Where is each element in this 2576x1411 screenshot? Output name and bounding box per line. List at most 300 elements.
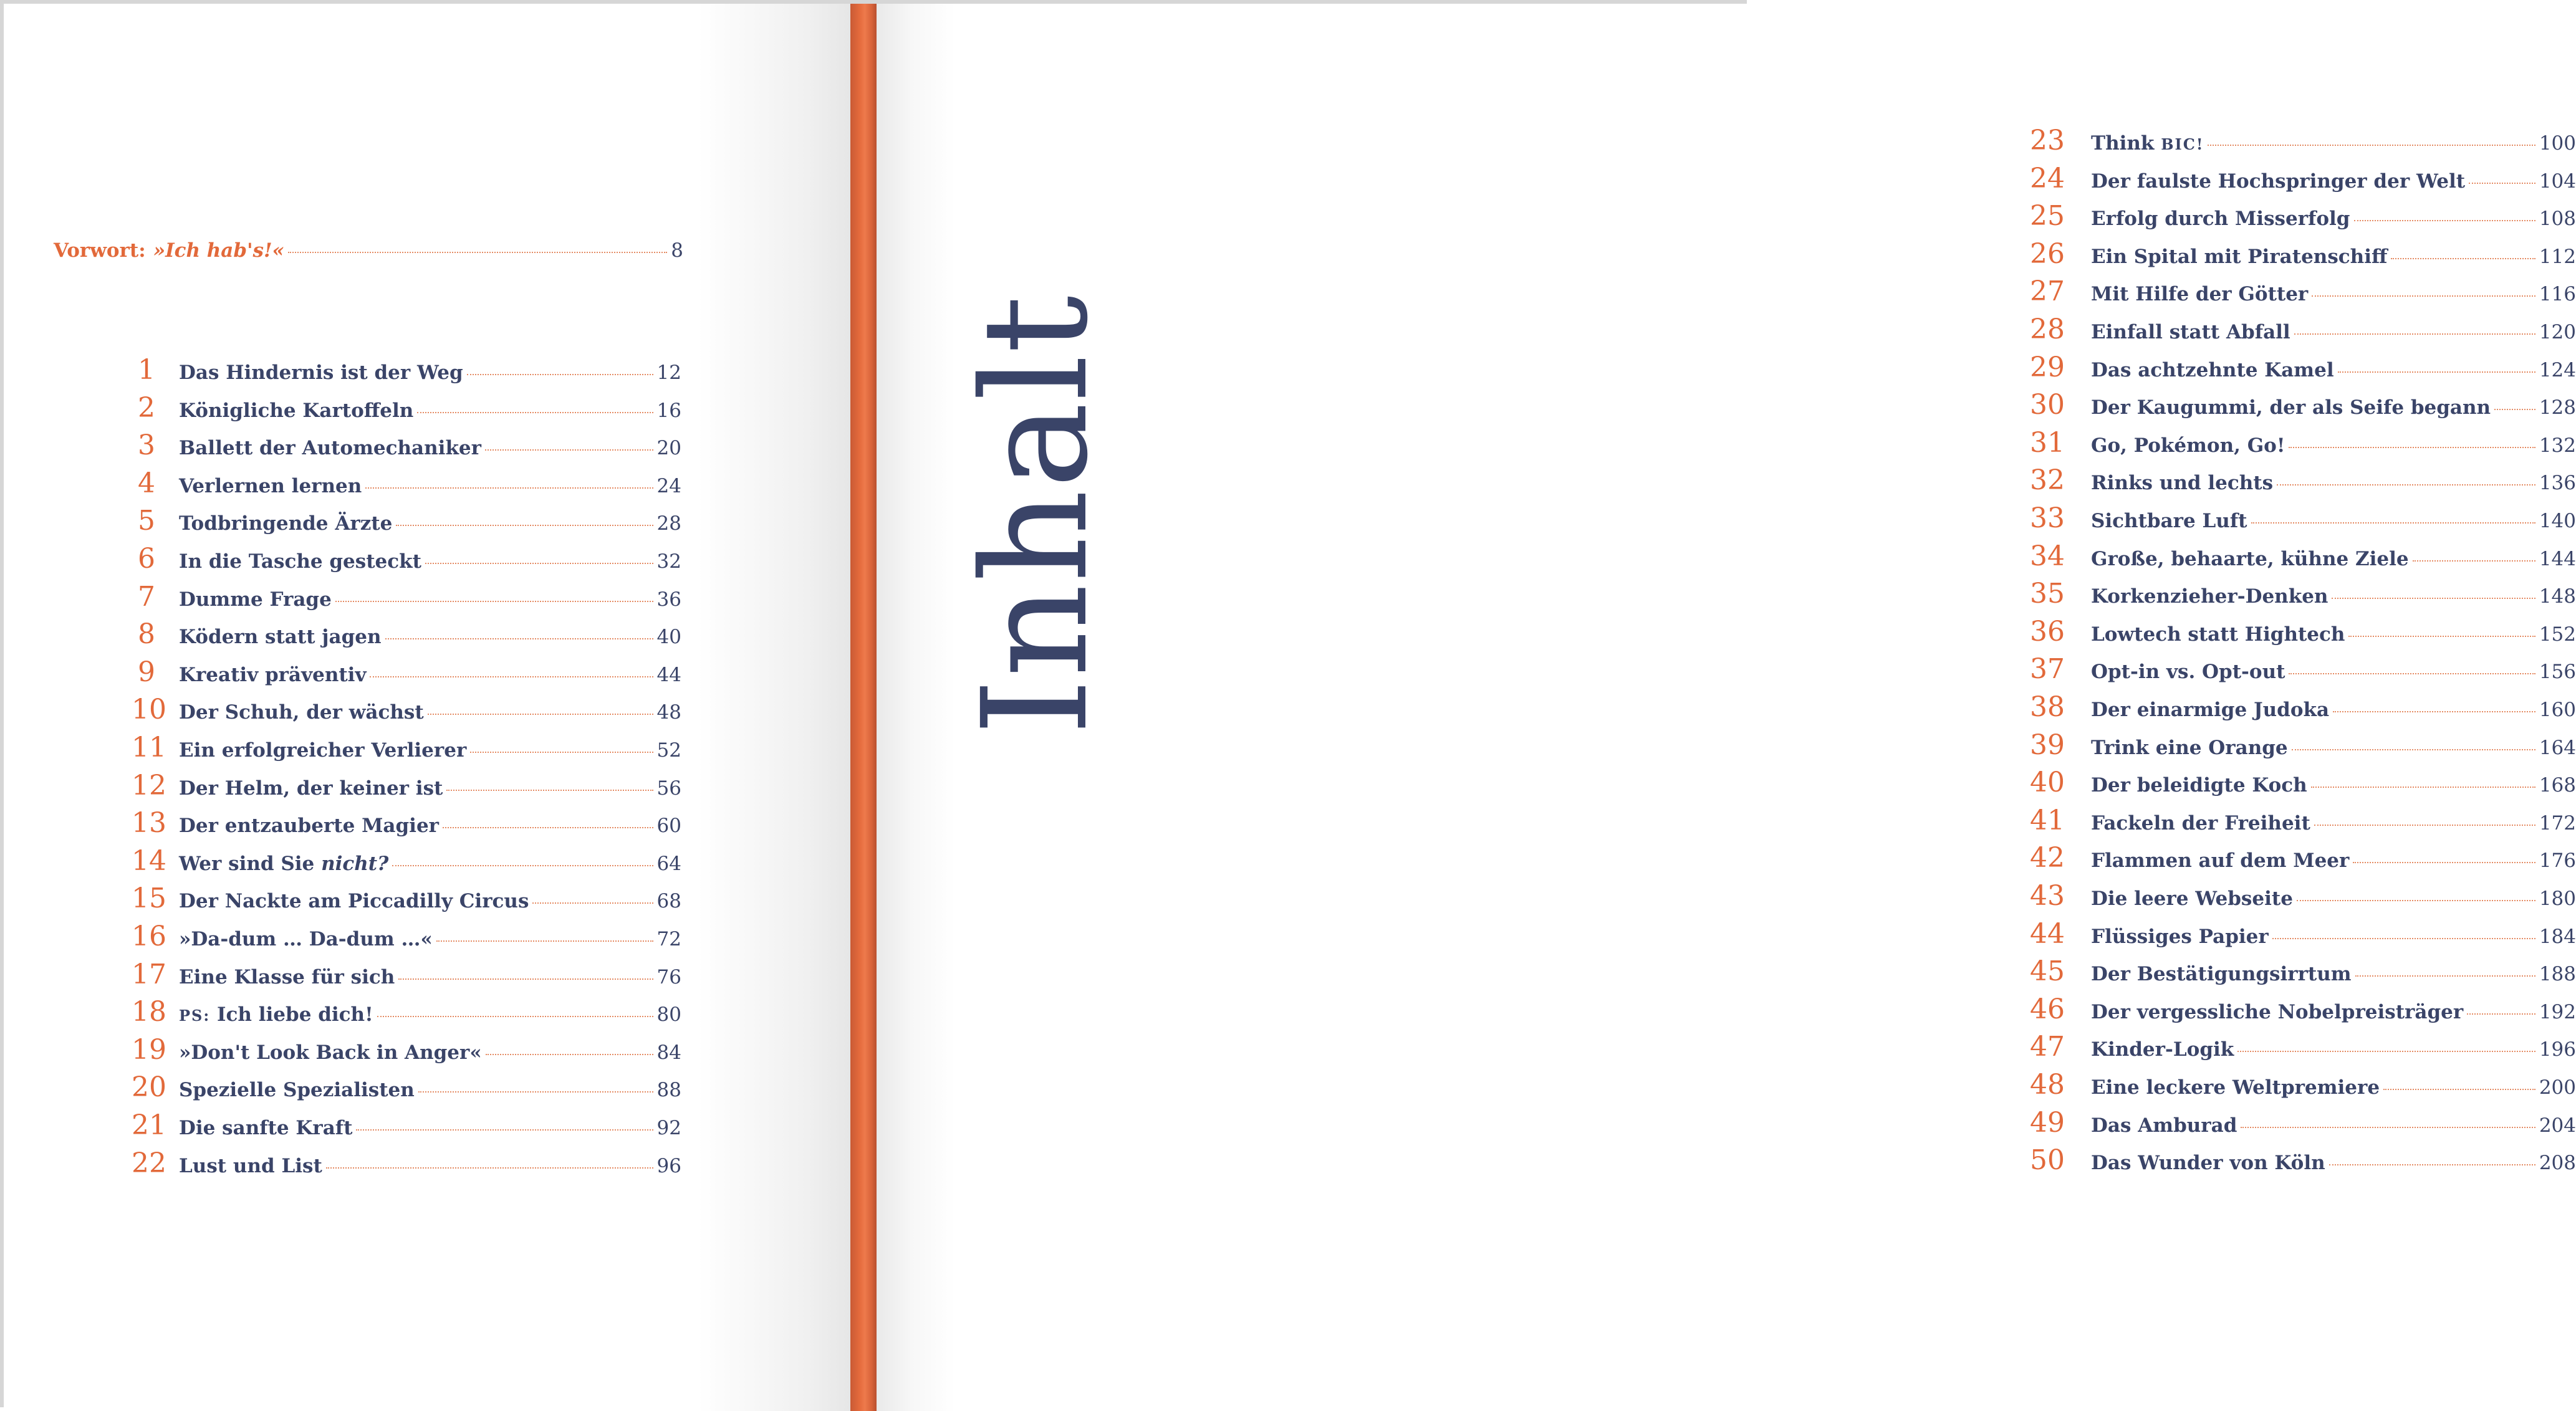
- toc-entry[interactable]: [2030, 805, 2576, 842]
- dotted-leader: [2241, 1127, 2535, 1128]
- chapter-title-text: Verlernen lernen: [179, 474, 362, 497]
- chapter-page-number: 68: [656, 890, 681, 913]
- chapter-title: [2091, 434, 2285, 457]
- toc-entry[interactable]: [132, 354, 681, 391]
- dotted-leader: [2237, 1051, 2535, 1052]
- chapter-page-number: 88: [656, 1079, 681, 1102]
- dotted-leader: [2383, 1089, 2535, 1090]
- dotted-leader: [425, 563, 653, 564]
- chapter-title: [179, 475, 362, 497]
- chapter-title: [179, 890, 529, 912]
- dotted-leader: [2277, 484, 2535, 485]
- toc-entry[interactable]: [2030, 502, 2576, 540]
- chapter-title: [2091, 1001, 2463, 1023]
- chapter-title-smallcaps: BIC!: [2161, 135, 2204, 153]
- dotted-leader: [2297, 900, 2535, 901]
- toc-entry[interactable]: [132, 996, 681, 1033]
- chapter-title-text: Rinks und lechts: [2091, 472, 2274, 495]
- chapter-number: 16: [132, 921, 166, 952]
- chapter-title-text: Wer sind Sie: [179, 852, 315, 875]
- dotted-leader: [2208, 145, 2535, 146]
- chapter-page-number: 76: [656, 965, 681, 988]
- chapter-title-text: Das achtzehnte Kamel: [2091, 358, 2334, 381]
- toc-entry[interactable]: [2030, 918, 2576, 955]
- toc-entry[interactable]: [132, 732, 681, 769]
- dotted-leader: [486, 1054, 653, 1055]
- dotted-leader: [396, 525, 653, 526]
- dotted-leader: [2311, 787, 2535, 788]
- preface-quote: »Ich hab's!«: [153, 239, 284, 262]
- chapter-title: [2091, 283, 2308, 305]
- chapter-number: 7: [138, 580, 155, 613]
- chapter-number: 33: [2030, 502, 2065, 534]
- toc-entry[interactable]: [132, 1109, 681, 1147]
- chapter-title: [2091, 359, 2334, 381]
- chapter-title-text: Flüssiges Papier: [2091, 925, 2269, 948]
- chapter-title: [2091, 396, 2491, 419]
- chapter-title-text: Der faulste Hochspringer der Welt: [2091, 170, 2466, 193]
- preface-label: Vorwort:: [54, 239, 146, 262]
- chapter-title-text: »Da-dum … Da-dum …«: [179, 928, 433, 950]
- chapter-title-text: Das Wunder von Köln: [2091, 1152, 2325, 1175]
- chapter-number: 45: [2030, 955, 2065, 988]
- chapter-number: 23: [2030, 125, 2065, 156]
- chapter-title: [179, 928, 433, 950]
- chapter-title: [179, 626, 382, 648]
- chapter-page-number: 112: [2539, 245, 2576, 268]
- toc-entry[interactable]: [2030, 352, 2576, 389]
- toc-entry[interactable]: [2030, 1144, 2576, 1182]
- chapter-title-text: Think: [2091, 132, 2155, 155]
- chapter-number: 14: [132, 844, 166, 877]
- chapter-title-text: Der Nackte am Piccadilly Circus: [179, 890, 529, 913]
- chapter-page-number: 116: [2539, 283, 2576, 306]
- chapter-title-text: Fackeln der Freiheit: [2091, 811, 2310, 835]
- chapter-title-text: Der Bestätigungsirrtum: [2091, 963, 2352, 986]
- chapter-title: [2091, 170, 2465, 193]
- chapter-number: 20: [132, 1071, 166, 1104]
- chapter-page-number: 72: [656, 928, 681, 950]
- chapter-title-text: Der Kaugummi, der als Seife begann: [2091, 396, 2491, 419]
- dotted-leader: [356, 1129, 653, 1131]
- chapter-number: 41: [2030, 804, 2065, 836]
- chapter-title: [179, 361, 463, 384]
- chapter-number: 49: [2030, 1106, 2065, 1139]
- chapter-title: [179, 437, 481, 459]
- dotted-leader: [2353, 862, 2535, 863]
- chapter-title: [179, 588, 332, 611]
- chapter-title-text: Eine Klasse für sich: [179, 965, 395, 988]
- chapter-title-text: Eine leckere Weltpremiere: [2091, 1076, 2380, 1099]
- chapter-title-text: Go, Pokémon, Go!: [2091, 434, 2285, 457]
- toc-entry[interactable]: [132, 505, 681, 542]
- toc-entry[interactable]: [2030, 313, 2576, 351]
- chapter-page-number: 32: [656, 550, 681, 573]
- toc-entry[interactable]: [2030, 427, 2576, 464]
- chapter-page-number: 56: [656, 777, 681, 800]
- toc-entry[interactable]: [132, 1147, 681, 1185]
- chapter-title: [2091, 321, 2290, 343]
- dotted-leader: [428, 714, 653, 715]
- chapter-title-text: Die leere Webseite: [2091, 887, 2293, 910]
- dotted-leader: [2332, 598, 2535, 599]
- chapter-title: [179, 1041, 482, 1064]
- dotted-leader: [485, 449, 653, 451]
- chapter-number: 36: [2030, 615, 2065, 648]
- toc-entry[interactable]: [2030, 767, 2576, 804]
- chapter-number: 37: [2030, 653, 2065, 686]
- dotted-leader: [470, 752, 653, 753]
- dotted-leader: [370, 676, 653, 677]
- chapter-number: 26: [2030, 237, 2065, 270]
- chapter-page-number: 192: [2539, 1000, 2576, 1023]
- chapter-number: 30: [2030, 389, 2065, 421]
- chapter-title-text: Der einarmige Judoka: [2091, 699, 2330, 721]
- chapter-title: [2091, 849, 2349, 872]
- toc-entry[interactable]: [2030, 389, 2576, 426]
- chapter-title: [2091, 963, 2352, 985]
- chapter-page-number: 156: [2539, 661, 2576, 684]
- toc-entry[interactable]: [2030, 955, 2576, 993]
- toc-entry[interactable]: [2030, 275, 2576, 313]
- chapter-page-number: 36: [656, 588, 681, 611]
- chapter-number: 25: [2030, 200, 2065, 232]
- chapter-page-number: 28: [656, 512, 681, 535]
- chapter-page-number: 184: [2539, 925, 2576, 948]
- chapter-page-number: 144: [2539, 547, 2576, 570]
- toc-entry[interactable]: [2030, 163, 2576, 200]
- dotted-leader: [2354, 220, 2535, 221]
- chapter-number: 32: [2030, 464, 2065, 497]
- chapter-number: 8: [138, 618, 155, 651]
- chapter-title: [179, 701, 424, 724]
- chapter-number: 40: [2030, 767, 2065, 799]
- chapter-title: [2091, 737, 2288, 759]
- dotted-leader: [2469, 183, 2535, 184]
- chapter-number: 28: [2030, 313, 2065, 345]
- toc-entry[interactable]: [132, 656, 681, 694]
- chapter-title: [179, 777, 443, 800]
- toc-entry[interactable]: [132, 543, 681, 580]
- chapter-title: [2091, 812, 2310, 835]
- dotted-leader: [392, 865, 653, 866]
- chapter-number: 38: [2030, 691, 2065, 723]
- chapter-number: 31: [2030, 426, 2065, 459]
- toc-entry[interactable]: [2030, 691, 2576, 729]
- chapter-page-number: 132: [2539, 434, 2576, 457]
- chapter-number: 4: [138, 467, 155, 499]
- toc-entry[interactable]: [2030, 993, 2576, 1031]
- chapter-page-number: 48: [656, 701, 681, 724]
- chapter-number: 18: [132, 996, 166, 1028]
- toc-entry[interactable]: [132, 921, 681, 958]
- chapter-title-text: Erfolg durch Misserfolg: [2091, 208, 2350, 231]
- chapter-title-text: Ködern statt jagen: [179, 626, 382, 649]
- chapter-title: [179, 1079, 415, 1101]
- chapter-page-number: 200: [2539, 1076, 2576, 1099]
- heading-text: Inhalt: [951, 294, 1120, 736]
- chapter-title: [179, 1003, 373, 1026]
- chapter-title-text: Lowtech statt Hightech: [2091, 623, 2345, 646]
- chapter-title: [2091, 699, 2329, 721]
- chapter-title-text: Das Amburad: [2091, 1114, 2237, 1137]
- chapter-number: 44: [2030, 917, 2065, 950]
- chapter-title-text: Ich liebe dich!: [217, 1003, 373, 1026]
- chapter-page-number: 124: [2539, 358, 2576, 381]
- dotted-leader: [2494, 409, 2535, 410]
- dotted-leader: [2355, 975, 2535, 977]
- chapter-number: 10: [132, 694, 166, 726]
- chapter-title: [2091, 132, 2204, 155]
- chapter-title: [179, 664, 366, 686]
- toc-entry[interactable]: [2030, 880, 2576, 917]
- dotted-leader: [2333, 711, 2535, 712]
- chapter-title-text: Trink eine Orange: [2091, 736, 2288, 759]
- chapter-title-text: Der Schuh, der wächst: [179, 701, 424, 724]
- chapter-page-number: 148: [2539, 585, 2576, 608]
- chapter-title-text: Korkenzieher-Denken: [2091, 585, 2328, 608]
- toc-entry[interactable]: [2030, 464, 2576, 502]
- dotted-leader: [2391, 258, 2535, 259]
- dotted-leader: [2314, 825, 2535, 826]
- dotted-leader: [2294, 333, 2535, 335]
- dotted-leader: [2338, 371, 2535, 373]
- dotted-leader: [377, 1016, 653, 1017]
- chapter-title: [179, 739, 466, 762]
- chapter-number: 1: [138, 354, 155, 386]
- chapter-title-text: Der Helm, der keiner ist: [179, 777, 443, 800]
- chapter-title: [2091, 1038, 2234, 1061]
- toc-entry[interactable]: [132, 467, 681, 505]
- toc-entry[interactable]: [2030, 1107, 2576, 1144]
- dotted-leader: [532, 902, 653, 904]
- chapter-page-number: 208: [2539, 1152, 2576, 1175]
- dotted-leader: [326, 1167, 653, 1169]
- chapter-title-text: Lust und List: [179, 1154, 322, 1177]
- toc-entry[interactable]: [132, 1034, 681, 1071]
- toc-entry[interactable]: [132, 882, 681, 920]
- chapter-number: 15: [132, 882, 166, 915]
- chapter-title: [179, 1117, 352, 1139]
- chapter-title: [2091, 623, 2345, 646]
- dotted-leader: [2251, 522, 2535, 524]
- chapter-page-number: 164: [2539, 736, 2576, 759]
- chapter-title-text: Die sanfte Kraft: [179, 1117, 353, 1139]
- chapter-title: [2091, 1152, 2325, 1174]
- chapter-title: [2091, 1076, 2380, 1099]
- chapter-title-text: Dumme Frage: [179, 588, 332, 611]
- chapter-number: 29: [2030, 351, 2065, 383]
- chapter-title-text: Spezielle Spezialisten: [179, 1079, 415, 1102]
- chapter-page-number: 204: [2539, 1114, 2576, 1137]
- chapter-title-text: Ein erfolgreicher Verlierer: [179, 739, 467, 762]
- chapter-title: [179, 399, 413, 422]
- toc-entry[interactable]: [132, 694, 681, 731]
- chapter-page-number: 108: [2539, 208, 2576, 231]
- chapter-number: 48: [2030, 1069, 2065, 1101]
- chapter-number: 9: [138, 656, 155, 688]
- chapter-number: 50: [2030, 1144, 2065, 1177]
- toc-entry[interactable]: [2030, 653, 2576, 691]
- chapter-page-number: 80: [656, 1003, 681, 1026]
- dotted-leader: [417, 412, 653, 413]
- chapter-title-text: Das Hindernis ist der Weg: [179, 361, 463, 384]
- chapter-page-number: 24: [656, 474, 681, 497]
- toc-entry[interactable]: [2030, 1069, 2576, 1106]
- chapter-page-number: 96: [656, 1154, 681, 1177]
- chapter-title-text: Der entzauberte Magier: [179, 815, 440, 838]
- chapter-title: [179, 966, 395, 988]
- chapter-page-number: 44: [656, 663, 681, 686]
- chapter-title-text: Kreativ präventiv: [179, 663, 367, 686]
- chapter-number: 35: [2030, 578, 2065, 610]
- chapter-title: [2091, 774, 2307, 796]
- toc-entry[interactable]: [2030, 842, 2576, 879]
- toc-entry[interactable]: [2030, 616, 2576, 653]
- book-spine: [850, 4, 877, 1411]
- chapter-page-number: 152: [2539, 623, 2576, 646]
- dotted-leader: [467, 374, 653, 375]
- chapter-page-number: 176: [2539, 849, 2576, 873]
- chapter-title-text: Kinder-Logik: [2091, 1038, 2234, 1061]
- chapter-title-text: »Don't Look Back in Anger«: [179, 1041, 482, 1064]
- toc-entry[interactable]: [132, 392, 681, 429]
- chapter-number: 5: [138, 505, 155, 537]
- chapter-title-text: Opt-in vs. Opt-out: [2091, 661, 2285, 684]
- toc-entry[interactable]: [132, 959, 681, 996]
- dotted-leader: [418, 1091, 653, 1093]
- chapter-title-text: Flammen auf dem Meer: [2091, 849, 2350, 873]
- chapter-title-text: Große, behaarte, kühne Ziele: [2091, 547, 2409, 570]
- chapter-title-text: Ein Spital mit Piratenschiff: [2091, 245, 2388, 268]
- toc-entry[interactable]: [132, 770, 681, 807]
- dotted-leader: [398, 978, 653, 980]
- chapter-number: 22: [132, 1147, 166, 1179]
- chapter-page-number: 100: [2539, 132, 2576, 155]
- chapter-page-number: 64: [656, 852, 681, 875]
- chapter-number: 13: [132, 807, 166, 839]
- chapter-title: [179, 1155, 322, 1177]
- chapter-title: [179, 512, 392, 535]
- chapter-title-text: Königliche Kartoffeln: [179, 399, 414, 422]
- chapter-title-text: Der vergessliche Nobelpreisträger: [2091, 1000, 2464, 1023]
- chapter-title: [2091, 246, 2387, 268]
- dotted-leader: [2329, 1164, 2535, 1165]
- chapter-page-number: 92: [656, 1117, 681, 1139]
- chapter-page-number: 84: [656, 1041, 681, 1064]
- preface-page-number: 8: [671, 239, 683, 262]
- chapter-page-number: 136: [2539, 472, 2576, 495]
- chapter-title: [2091, 887, 2293, 910]
- dotted-leader: [2467, 1013, 2535, 1015]
- chapter-title-text: Der beleidigte Koch: [2091, 774, 2307, 797]
- chapter-number: 3: [138, 429, 155, 462]
- chapter-title: [2091, 548, 2409, 570]
- chapter-page-number: 172: [2539, 811, 2576, 835]
- chapter-title: [179, 853, 388, 875]
- dotted-leader: [443, 827, 653, 828]
- chapter-number: 24: [2030, 162, 2065, 194]
- chapter-number: 39: [2030, 729, 2065, 761]
- dotted-leader: [365, 487, 653, 489]
- chapter-title: [179, 815, 439, 837]
- chapter-number: 6: [138, 543, 155, 575]
- chapter-number: 46: [2030, 993, 2065, 1025]
- toc-entry[interactable]: [2030, 729, 2576, 767]
- chapter-page-number: 60: [656, 815, 681, 838]
- chapter-page-number: 16: [656, 399, 681, 422]
- toc-entry[interactable]: [132, 1071, 681, 1109]
- chapter-title: [2091, 926, 2269, 948]
- chapter-number: 11: [132, 732, 166, 763]
- chapter-page-number: 104: [2539, 170, 2576, 193]
- dotted-leader: [335, 601, 653, 602]
- chapter-title: [179, 550, 421, 573]
- toc-entry[interactable]: [132, 618, 681, 656]
- chapter-title-text: Mit Hilfe der Götter: [2091, 283, 2309, 306]
- chapter-title: [2091, 1114, 2237, 1137]
- chapter-number: 2: [138, 391, 155, 424]
- dotted-leader: [2413, 560, 2535, 562]
- chapter-page-number: 128: [2539, 396, 2576, 419]
- toc-entry[interactable]: [132, 807, 681, 844]
- toc-entry[interactable]: [132, 429, 681, 467]
- dotted-leader: [2292, 749, 2535, 750]
- chapter-title-text: Einfall statt Abfall: [2091, 321, 2290, 343]
- chapter-title-text: Sichtbare Luft: [2091, 510, 2247, 532]
- dotted-leader: [288, 252, 667, 253]
- toc-entry[interactable]: [2030, 1031, 2576, 1068]
- toc-entry[interactable]: [2030, 540, 2576, 578]
- chapter-page-number: 20: [656, 437, 681, 460]
- chapter-number: 12: [132, 769, 166, 801]
- chapter-title-smallcaps: PS:: [179, 1007, 211, 1025]
- toc-entry[interactable]: [2030, 125, 2576, 162]
- chapter-number: 19: [132, 1033, 166, 1066]
- toc-entry[interactable]: [2030, 578, 2576, 615]
- dotted-leader: [2312, 295, 2535, 297]
- chapter-page-number: 12: [656, 361, 681, 384]
- chapter-title-text: Ballett der Automechaniker: [179, 437, 481, 460]
- dotted-leader: [2289, 447, 2535, 448]
- chapter-page-number: 196: [2539, 1038, 2576, 1061]
- chapter-page-number: 40: [656, 626, 681, 649]
- toc-preface-entry[interactable]: [54, 239, 683, 277]
- dotted-leader: [2348, 636, 2535, 637]
- toc-entry[interactable]: [2030, 238, 2576, 275]
- chapter-title: [2091, 510, 2247, 532]
- toc-entry[interactable]: [132, 581, 681, 618]
- chapter-page-number: 140: [2539, 510, 2576, 532]
- toc-entry[interactable]: [132, 845, 681, 882]
- chapter-page-number: 120: [2539, 321, 2576, 343]
- chapter-title-text: Todbringende Ärzte: [179, 512, 393, 535]
- chapter-number: 43: [2030, 880, 2065, 912]
- dotted-leader: [446, 790, 653, 791]
- dotted-leader: [385, 638, 653, 639]
- chapter-page-number: 52: [656, 739, 681, 762]
- chapter-title-text: In die Tasche gesteckt: [179, 550, 421, 573]
- chapter-title: [2091, 661, 2285, 683]
- chapter-number: 47: [2030, 1031, 2065, 1063]
- dotted-leader: [2289, 673, 2535, 674]
- chapter-page-number: 160: [2539, 699, 2576, 721]
- chapter-title: [2091, 472, 2273, 494]
- chapter-page-number: 168: [2539, 774, 2576, 797]
- chapter-number: 42: [2030, 842, 2065, 874]
- dotted-leader: [436, 940, 653, 942]
- toc-entry[interactable]: [2030, 200, 2576, 237]
